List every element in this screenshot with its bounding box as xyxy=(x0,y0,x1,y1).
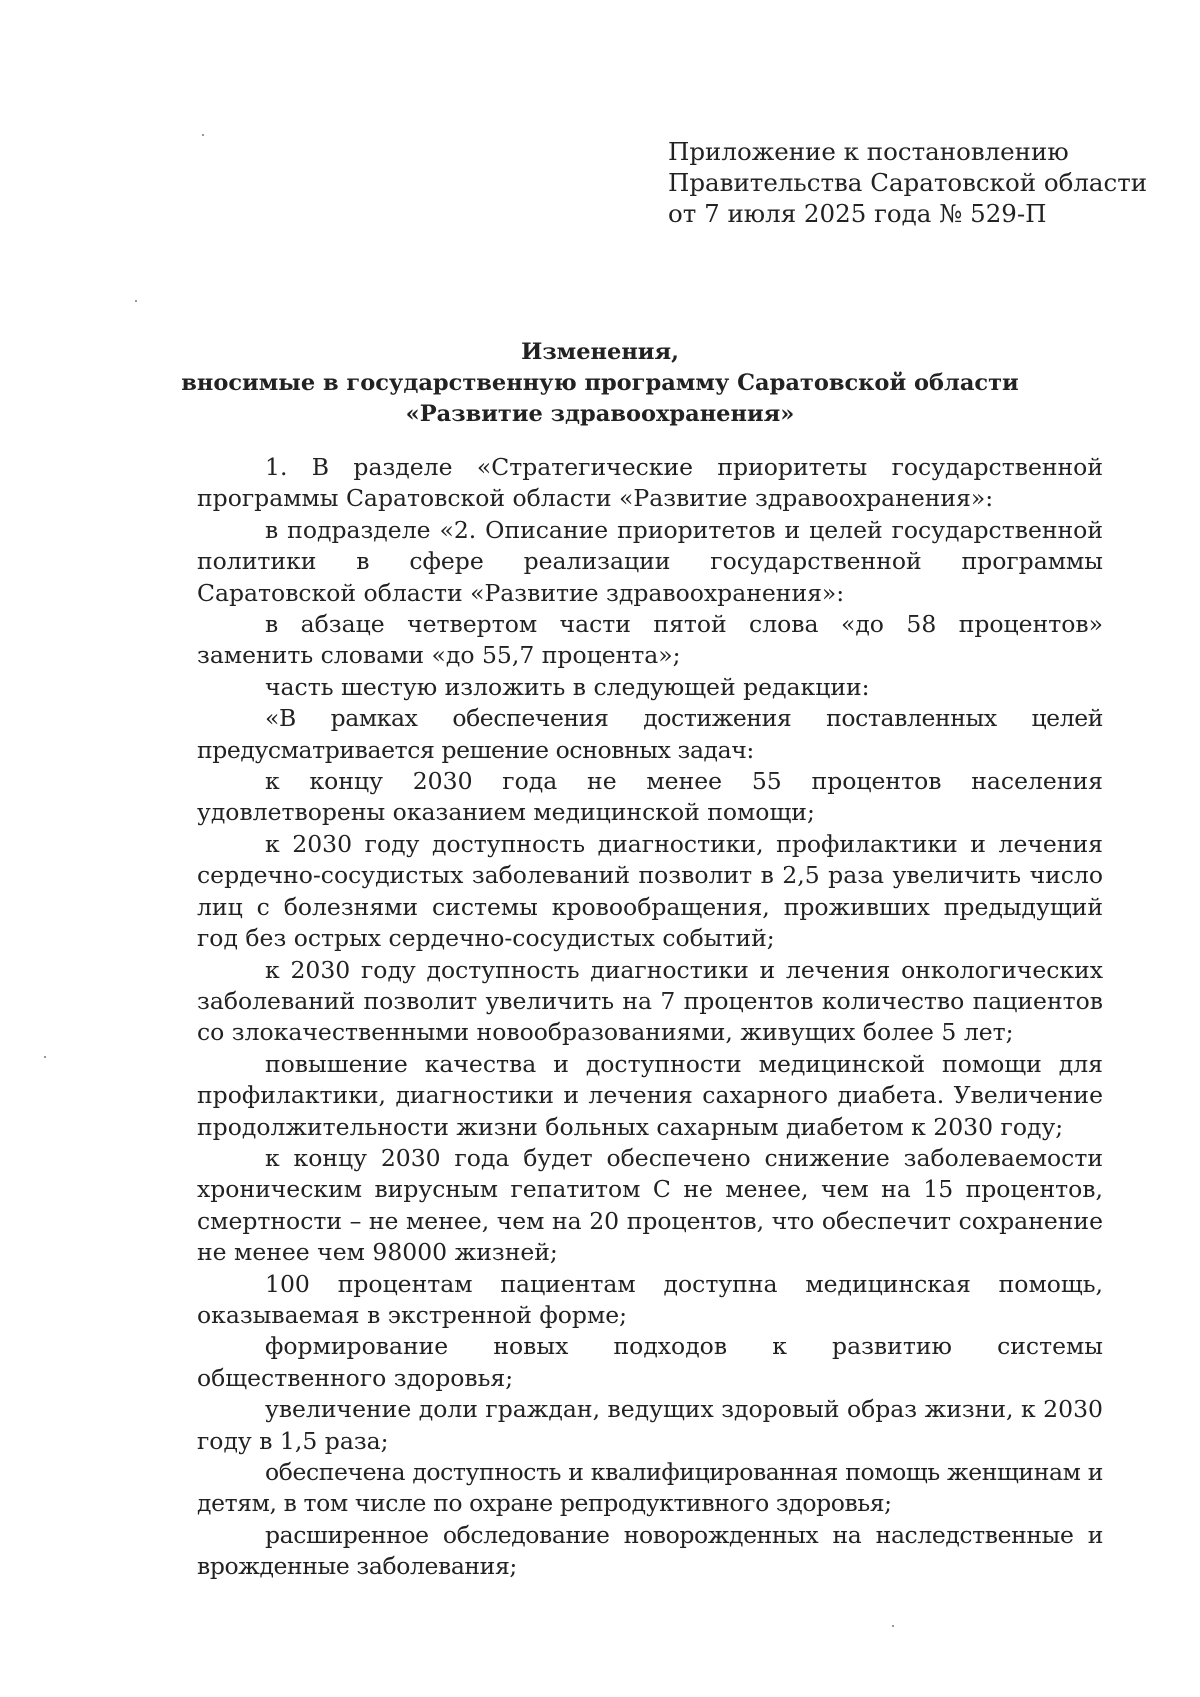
title-line-1: Изменения, xyxy=(521,339,679,365)
paragraph: увеличение доли граждан, ведущих здоровый образ жизни, к 2030 году в 1,5 раза; xyxy=(197,1395,1103,1455)
paragraph: к концу 2030 года не менее 55 процентов населения удовлетворены оказанием медицинской помощи; xyxy=(197,767,1103,827)
paragraph: расширенное обследование новорожденных на наследственные и врожденные заболевания; xyxy=(197,1520,1103,1581)
scan-speck xyxy=(44,1056,46,1058)
paragraph: повышение качества и доступности медицинской помощи для профилактики, диагностики и лечения сахарного диабета. Увеличение продолжительности жизни больных сахарным диабетом к 2030 году; xyxy=(197,1049,1103,1141)
title-line-3: «Развитие здравоохранения» xyxy=(405,401,795,427)
paragraph: к 2030 году доступность диагностики и лечения онкологических заболеваний позволит увеличить на 7 процентов количество пациентов со злокачественными новообразованиями, живущих более 5 лет; xyxy=(197,955,1103,1047)
annex-line-2: Правительства Саратовской области xyxy=(668,168,1148,197)
document-body xyxy=(197,452,1103,1583)
paragraph: формирование новых подходов к развитию системы общественного здоровья; xyxy=(197,1332,1103,1392)
paragraph: к 2030 году доступность диагностики, профилактики и лечения сердечно-сосудистых заболеваний позволит в 2,5 раза увеличить число лиц с болезнями системы кровообращения, проживших предыдущий год без острых сердечно-сосудистых событий; xyxy=(197,829,1103,953)
annex-line-1: Приложение к постановлению xyxy=(668,137,1069,166)
scan-speck xyxy=(135,300,137,302)
paragraph: в абзаце четвертом части пятой слова «до 58 процентов» заменить словами «до 55,7 процента»; xyxy=(197,610,1103,670)
title-line-2: вносимые в государственную программу Саратовской области xyxy=(181,370,1019,396)
scan-speck xyxy=(202,134,204,136)
paragraph: к концу 2030 года будет обеспечено снижение заболеваемости хроническим вирусным гепатитом С не менее, чем на 15 процентов, смертности – не менее, чем на 20 процентов, что обеспечит сохранение не менее чем 98000 жизней; xyxy=(197,1143,1103,1267)
annex-header xyxy=(668,136,1148,229)
annex-line-3: от 7 июля 2025 года № 529-П xyxy=(668,199,1047,228)
paragraph: часть шестую изложить в следующей редакции: xyxy=(265,672,870,701)
paragraph: 1. В разделе «Стратегические приоритеты государственной программы Саратовской области «Развитие здравоохранения»: xyxy=(197,453,1103,513)
scan-speck xyxy=(892,1625,894,1627)
paragraph: в подразделе «2. Описание приоритетов и целей государственной политики в сфере реализации государственной программы Саратовской области «Развитие здравоохранения»: xyxy=(197,515,1103,607)
paragraph: 100 процентам пациентам доступна медицинская помощь, оказываемая в экстренной форме; xyxy=(197,1269,1103,1329)
paragraph: обеспечена доступность и квалифицированная помощь женщинам и детям, в том числе по охране репродуктивного здоровья; xyxy=(197,1458,1103,1518)
document-title xyxy=(150,337,1050,430)
paragraph: «В рамках обеспечения достижения поставленных целей предусматривается решение основных задач: xyxy=(197,704,1103,764)
